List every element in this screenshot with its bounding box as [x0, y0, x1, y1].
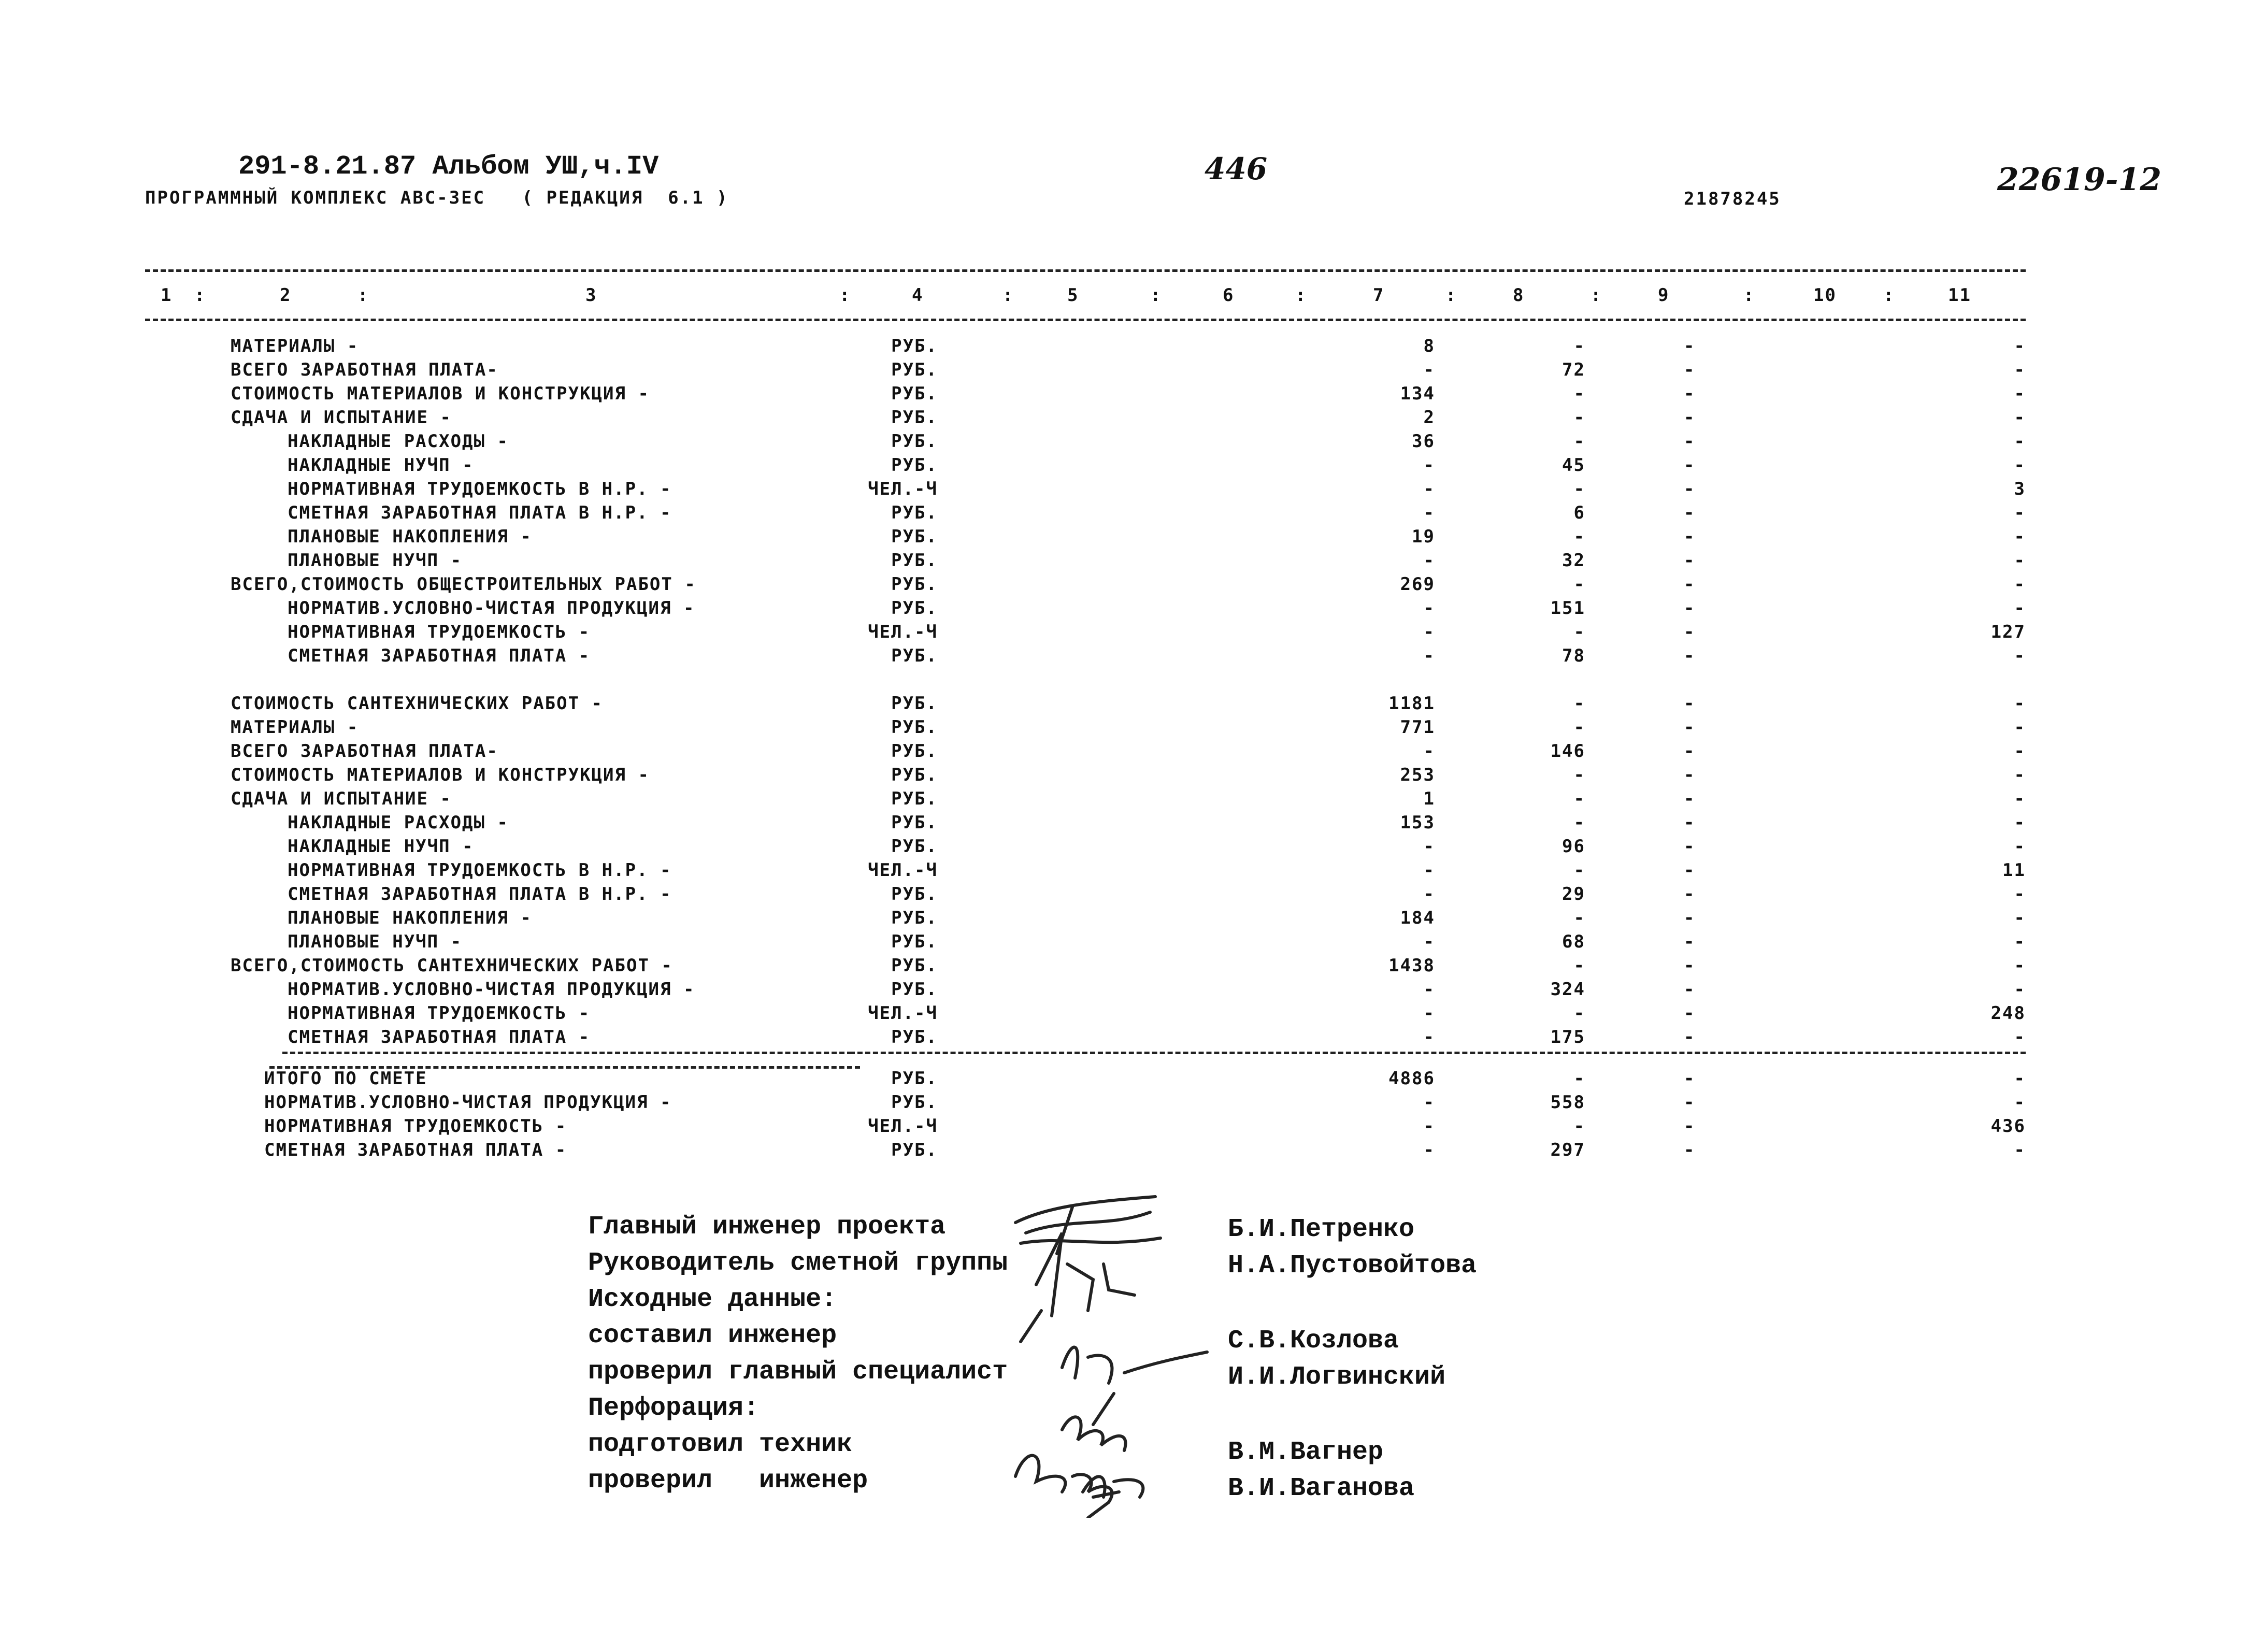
- row-col-9: -: [1684, 336, 1696, 356]
- row-col-11: -: [2014, 360, 2026, 380]
- row-description: ВСЕГО ЗАРАБОТНАЯ ПЛАТА-: [231, 741, 498, 762]
- row-col-7: -: [1423, 979, 1435, 1000]
- row-unit: РУБ.: [891, 931, 938, 952]
- table-row: [0, 836, 2264, 860]
- row-col-9: -: [1684, 526, 1696, 547]
- row-description: ПЛАНОВЫЕ НУЧП -: [288, 931, 463, 952]
- row-unit: РУБ.: [891, 502, 938, 523]
- row-col-11: -: [2014, 884, 2026, 904]
- row-unit: РУБ.: [891, 717, 938, 738]
- row-col-7: -: [1423, 1092, 1435, 1113]
- row-col-8: -: [1573, 788, 1585, 809]
- row-col-9: -: [1684, 717, 1696, 738]
- row-unit: ЧЕЛ.-Ч: [868, 1116, 938, 1137]
- row-col-9: -: [1684, 908, 1696, 928]
- row-description: ВСЕГО,СТОИМОСТЬ ОБЩЕСТРОИТЕЛЬНЫХ РАБОТ -: [231, 574, 696, 595]
- column-separator: :: [1590, 285, 1602, 306]
- table-row: [0, 383, 2264, 407]
- signatory-name: В.М.Вагнер: [1228, 1438, 1384, 1467]
- row-col-9: -: [1684, 1068, 1696, 1089]
- row-unit: РУБ.: [891, 336, 938, 356]
- row-col-9: -: [1684, 741, 1696, 762]
- row-unit: РУБ.: [891, 1027, 938, 1047]
- row-col-7: 1: [1423, 788, 1435, 809]
- row-col-11: -: [2014, 1092, 2026, 1113]
- signatory-name: Б.И.Петренко: [1228, 1215, 1415, 1244]
- row-col-8: 324: [1550, 979, 1585, 1000]
- column-separator: :: [1002, 285, 1014, 306]
- row-description: СМЕТНАЯ ЗАРАБОТНАЯ ПЛАТА В Н.Р. -: [288, 884, 672, 904]
- row-description: НОРМАТИВНАЯ ТРУДОЕМКОСТЬ -: [264, 1116, 567, 1137]
- row-col-8: 175: [1550, 1027, 1585, 1047]
- row-col-11: -: [2014, 979, 2026, 1000]
- row-col-7: -: [1423, 622, 1435, 642]
- column-number-1: 1: [161, 285, 173, 306]
- table-row: [0, 788, 2264, 812]
- row-col-11: 3: [2014, 479, 2026, 499]
- column-number-3: 3: [585, 285, 597, 306]
- row-col-8: 29: [1562, 884, 1585, 904]
- row-col-7: 36: [1412, 431, 1435, 452]
- row-unit: РУБ.: [891, 955, 938, 976]
- row-unit: РУБ.: [891, 1068, 938, 1089]
- row-col-11: 11: [2002, 860, 2026, 881]
- table-row: [0, 550, 2264, 574]
- row-col-11: -: [2014, 908, 2026, 928]
- row-description: СМЕТНАЯ ЗАРАБОТНАЯ ПЛАТА В Н.Р. -: [288, 502, 672, 523]
- row-col-8: 68: [1562, 931, 1585, 952]
- row-unit: РУБ.: [891, 836, 938, 857]
- row-description: СМЕТНАЯ ЗАРАБОТНАЯ ПЛАТА -: [264, 1140, 567, 1160]
- column-number-5: 5: [1067, 285, 1079, 306]
- row-col-11: -: [2014, 645, 2026, 666]
- row-col-9: -: [1684, 431, 1696, 452]
- row-col-8: -: [1573, 812, 1585, 833]
- signatory-name: С.В.Козлова: [1228, 1326, 1399, 1356]
- row-unit: РУБ.: [891, 455, 938, 476]
- row-unit: РУБ.: [891, 812, 938, 833]
- row-col-11: -: [2014, 455, 2026, 476]
- signature-label: проверил главный специалист: [588, 1357, 1008, 1387]
- row-col-8: 78: [1562, 645, 1585, 666]
- row-unit: РУБ.: [891, 788, 938, 809]
- row-col-11: -: [2014, 502, 2026, 523]
- table-row: [0, 598, 2264, 622]
- row-col-11: -: [2014, 550, 2026, 571]
- row-col-11: 248: [1990, 1003, 2026, 1024]
- album-title: 291-8.21.87 Альбом УШ,ч.IV: [238, 151, 659, 182]
- row-col-11: -: [2014, 383, 2026, 404]
- row-col-11: -: [2014, 598, 2026, 619]
- row-col-9: -: [1684, 788, 1696, 809]
- row-col-8: 96: [1562, 836, 1585, 857]
- row-col-9: -: [1684, 1116, 1696, 1137]
- row-description: МАТЕРИАЛЫ -: [231, 336, 359, 356]
- row-description: МАТЕРИАЛЫ -: [231, 717, 359, 738]
- table-row: [0, 502, 2264, 526]
- row-description: НОРМАТИВ.УСЛОВНО-ЧИСТАЯ ПРОДУКЦИЯ -: [264, 1092, 672, 1113]
- row-col-7: -: [1423, 550, 1435, 571]
- row-col-11: -: [2014, 812, 2026, 833]
- row-col-7: -: [1423, 1116, 1435, 1137]
- table-row: [0, 884, 2264, 908]
- row-description: НАКЛАДНЫЕ НУЧП -: [288, 455, 474, 476]
- table-row: [0, 717, 2264, 741]
- row-unit: РУБ.: [891, 908, 938, 928]
- table-row: [0, 931, 2264, 955]
- row-unit: РУБ.: [891, 1140, 938, 1160]
- table-row: [0, 741, 2264, 765]
- row-col-7: -: [1423, 479, 1435, 499]
- signature-label: Исходные данные:: [588, 1285, 837, 1314]
- row-col-8: 558: [1550, 1092, 1585, 1113]
- signature-label: Главный инженер проекта: [588, 1212, 946, 1242]
- table-row: [0, 1140, 2264, 1163]
- page-number: 446: [1205, 151, 1268, 186]
- table-row: [0, 1003, 2264, 1027]
- row-unit: РУБ.: [891, 526, 938, 547]
- table-row: [0, 908, 2264, 931]
- table-row: [0, 812, 2264, 836]
- row-unit: ЧЕЛ.-Ч: [868, 622, 938, 642]
- row-col-9: -: [1684, 1140, 1696, 1160]
- table-row: [0, 1027, 2264, 1051]
- row-col-8: -: [1573, 693, 1585, 714]
- row-col-9: -: [1684, 550, 1696, 571]
- row-col-7: 184: [1400, 908, 1435, 928]
- row-col-8: -: [1573, 574, 1585, 595]
- column-separator: :: [1295, 285, 1307, 306]
- row-col-9: -: [1684, 1003, 1696, 1024]
- row-unit: РУБ.: [891, 383, 938, 404]
- row-description: НАКЛАДНЫЕ РАСХОДЫ -: [288, 431, 509, 452]
- row-col-11: 436: [1990, 1116, 2026, 1137]
- table-row: [0, 622, 2264, 645]
- table-header-rule: [145, 319, 2026, 321]
- column-number-11: 11: [1948, 285, 1971, 306]
- row-col-9: -: [1684, 979, 1696, 1000]
- row-col-8: 146: [1550, 741, 1585, 762]
- row-description: НАКЛАДНЫЕ РАСХОДЫ -: [288, 812, 509, 833]
- column-number-8: 8: [1513, 285, 1525, 306]
- column-separator: :: [194, 285, 206, 306]
- table-row: [0, 979, 2264, 1003]
- row-col-7: -: [1423, 645, 1435, 666]
- row-col-8: -: [1573, 431, 1585, 452]
- column-number-2: 2: [280, 285, 292, 306]
- column-separator: :: [1150, 285, 1162, 306]
- row-col-7: -: [1423, 455, 1435, 476]
- row-description: СДАЧА И ИСПЫТАНИЕ -: [231, 407, 452, 428]
- row-col-7: 1181: [1388, 693, 1435, 714]
- row-col-8: 45: [1562, 455, 1585, 476]
- totals-rule: [850, 1052, 2026, 1054]
- row-col-8: -: [1573, 336, 1585, 356]
- row-col-11: -: [2014, 931, 2026, 952]
- row-col-8: -: [1573, 908, 1585, 928]
- row-col-9: -: [1684, 955, 1696, 976]
- row-description: ВСЕГО ЗАРАБОТНАЯ ПЛАТА-: [231, 360, 498, 380]
- row-col-9: -: [1684, 931, 1696, 952]
- row-description: СДАЧА И ИСПЫТАНИЕ -: [231, 788, 452, 809]
- row-col-9: -: [1684, 622, 1696, 642]
- row-col-11: -: [2014, 765, 2026, 785]
- row-col-8: -: [1573, 955, 1585, 976]
- row-col-9: -: [1684, 407, 1696, 428]
- row-description: НОРМАТИВ.УСЛОВНО-ЧИСТАЯ ПРОДУКЦИЯ -: [288, 979, 695, 1000]
- row-description: ВСЕГО,СТОИМОСТЬ САНТЕХНИЧЕСКИХ РАБОТ -: [231, 955, 673, 976]
- table-row: [0, 955, 2264, 979]
- row-col-11: -: [2014, 407, 2026, 428]
- signature-scribbles-lower: [995, 1414, 1150, 1518]
- row-description: ПЛАНОВЫЕ НАКОПЛЕНИЯ -: [288, 526, 532, 547]
- row-col-8: -: [1573, 479, 1585, 499]
- row-col-11: -: [2014, 741, 2026, 762]
- row-col-11: -: [2014, 1068, 2026, 1089]
- signatory-name: И.И.Логвинский: [1228, 1362, 1446, 1392]
- row-description: ИТОГО ПО СМЕТЕ: [264, 1068, 427, 1089]
- row-col-11: -: [2014, 336, 2026, 356]
- row-col-11: -: [2014, 1140, 2026, 1160]
- signature-label: подготовил техник: [588, 1430, 853, 1459]
- column-separator: :: [1883, 285, 1895, 306]
- column-separator: :: [1445, 285, 1457, 306]
- row-unit: РУБ.: [891, 407, 938, 428]
- row-col-7: 8: [1423, 336, 1435, 356]
- row-unit: РУБ.: [891, 598, 938, 619]
- signature-label: Перфорация:: [588, 1394, 760, 1423]
- row-col-11: -: [2014, 431, 2026, 452]
- row-description: СТОИМОСТЬ МАТЕРИАЛОВ И КОНСТРУКЦИЯ -: [231, 383, 650, 404]
- row-col-8: -: [1573, 717, 1585, 738]
- column-number-10: 10: [1813, 285, 1837, 306]
- table-row: [0, 336, 2264, 360]
- column-separator: :: [357, 285, 369, 306]
- column-separator: :: [839, 285, 851, 306]
- row-col-9: -: [1684, 455, 1696, 476]
- row-col-7: 253: [1400, 765, 1435, 785]
- row-col-7: -: [1423, 1140, 1435, 1160]
- document-code: 21878245: [1684, 189, 1781, 209]
- table-row: [0, 407, 2264, 431]
- table-row: [0, 526, 2264, 550]
- row-col-7: 2: [1423, 407, 1435, 428]
- signature-label: составил инженер: [588, 1321, 837, 1351]
- row-unit: РУБ.: [891, 979, 938, 1000]
- table-row: [0, 645, 2264, 669]
- row-unit: РУБ.: [891, 360, 938, 380]
- row-col-9: -: [1684, 383, 1696, 404]
- row-col-7: -: [1423, 1027, 1435, 1047]
- signature-label: проверил инженер: [588, 1466, 868, 1496]
- row-description: НОРМАТИВ.УСЛОВНО-ЧИСТАЯ ПРОДУКЦИЯ -: [288, 598, 695, 619]
- row-col-11: -: [2014, 574, 2026, 595]
- row-col-7: -: [1423, 884, 1435, 904]
- row-unit: РУБ.: [891, 431, 938, 452]
- row-col-9: -: [1684, 574, 1696, 595]
- table-row: [0, 455, 2264, 479]
- table-row: [0, 431, 2264, 455]
- row-col-11: -: [2014, 526, 2026, 547]
- row-description: НОРМАТИВНАЯ ТРУДОЕМКОСТЬ -: [288, 1003, 591, 1024]
- row-col-7: 1438: [1388, 955, 1435, 976]
- row-col-8: -: [1573, 407, 1585, 428]
- row-col-8: 32: [1562, 550, 1585, 571]
- table-row: [0, 1116, 2264, 1140]
- row-col-9: -: [1684, 812, 1696, 833]
- row-unit: РУБ.: [891, 574, 938, 595]
- row-description: СМЕТНАЯ ЗАРАБОТНАЯ ПЛАТА -: [288, 1027, 591, 1047]
- row-col-8: -: [1573, 622, 1585, 642]
- table-top-rule: [145, 269, 2026, 272]
- program-title: ПРОГРАММНЫЙ КОМПЛЕКС АВС-3ЕС ( РЕДАКЦИЯ 6.1 ): [145, 188, 729, 208]
- table-row: [0, 860, 2264, 884]
- row-col-7: -: [1423, 860, 1435, 881]
- row-col-8: -: [1573, 526, 1585, 547]
- table-row: [0, 479, 2264, 502]
- row-unit: ЧЕЛ.-Ч: [868, 1003, 938, 1024]
- table-row: [0, 1092, 2264, 1116]
- row-description: НОРМАТИВНАЯ ТРУДОЕМКОСТЬ В Н.Р. -: [288, 860, 672, 881]
- row-unit: РУБ.: [891, 645, 938, 666]
- row-col-9: -: [1684, 360, 1696, 380]
- row-col-7: -: [1423, 836, 1435, 857]
- subtotal-rule-short: [282, 1052, 852, 1054]
- column-separator: :: [1743, 285, 1755, 306]
- row-col-11: -: [2014, 1027, 2026, 1047]
- row-col-9: -: [1684, 765, 1696, 785]
- row-col-8: -: [1573, 1003, 1585, 1024]
- row-col-8: -: [1573, 765, 1585, 785]
- row-unit: РУБ.: [891, 1092, 938, 1113]
- row-col-8: -: [1573, 383, 1585, 404]
- row-description: ПЛАНОВЫЕ НАКОПЛЕНИЯ -: [288, 908, 532, 928]
- row-col-9: -: [1684, 502, 1696, 523]
- row-col-7: 19: [1412, 526, 1435, 547]
- row-col-11: -: [2014, 693, 2026, 714]
- row-col-7: -: [1423, 741, 1435, 762]
- row-description: НАКЛАДНЫЕ НУЧП -: [288, 836, 474, 857]
- row-unit: РУБ.: [891, 693, 938, 714]
- signature-label: Руководитель сметной группы: [588, 1248, 1008, 1278]
- row-unit: ЧЕЛ.-Ч: [868, 479, 938, 499]
- row-unit: РУБ.: [891, 741, 938, 762]
- table-row: [0, 765, 2264, 788]
- row-unit: РУБ.: [891, 550, 938, 571]
- row-col-11: -: [2014, 836, 2026, 857]
- row-unit: РУБ.: [891, 765, 938, 785]
- row-col-9: -: [1684, 479, 1696, 499]
- row-col-9: -: [1684, 598, 1696, 619]
- row-description: НОРМАТИВНАЯ ТРУДОЕМКОСТЬ -: [288, 622, 591, 642]
- column-number-6: 6: [1223, 285, 1235, 306]
- table-row: [0, 574, 2264, 598]
- row-col-7: 771: [1400, 717, 1435, 738]
- row-col-8: 6: [1573, 502, 1585, 523]
- row-col-7: -: [1423, 598, 1435, 619]
- row-col-11: -: [2014, 955, 2026, 976]
- row-col-9: -: [1684, 860, 1696, 881]
- row-col-8: 151: [1550, 598, 1585, 619]
- row-col-9: -: [1684, 836, 1696, 857]
- row-col-7: -: [1423, 931, 1435, 952]
- row-col-9: -: [1684, 884, 1696, 904]
- row-col-11: 127: [1990, 622, 2026, 642]
- row-col-9: -: [1684, 645, 1696, 666]
- table-row: [0, 1068, 2264, 1092]
- stamp-code: 22619-12: [1997, 162, 2162, 198]
- table-row: [0, 693, 2264, 717]
- row-col-7: -: [1423, 360, 1435, 380]
- row-col-7: -: [1423, 502, 1435, 523]
- column-number-9: 9: [1658, 285, 1670, 306]
- row-col-8: 297: [1550, 1140, 1585, 1160]
- row-description: НОРМАТИВНАЯ ТРУДОЕМКОСТЬ В Н.Р. -: [288, 479, 672, 499]
- row-col-9: -: [1684, 693, 1696, 714]
- row-col-8: -: [1573, 1116, 1585, 1137]
- row-description: СМЕТНАЯ ЗАРАБОТНАЯ ПЛАТА -: [288, 645, 591, 666]
- row-col-7: 4886: [1388, 1068, 1435, 1089]
- row-description: СТОИМОСТЬ МАТЕРИАЛОВ И КОНСТРУКЦИЯ -: [231, 765, 650, 785]
- row-col-9: -: [1684, 1092, 1696, 1113]
- column-number-7: 7: [1373, 285, 1385, 306]
- row-description: СТОИМОСТЬ САНТЕХНИЧЕСКИХ РАБОТ -: [231, 693, 604, 714]
- row-unit: РУБ.: [891, 884, 938, 904]
- signatory-name: В.И.Ваганова: [1228, 1474, 1415, 1503]
- row-description: ПЛАНОВЫЕ НУЧП -: [288, 550, 463, 571]
- row-col-8: -: [1573, 1068, 1585, 1089]
- row-col-7: 269: [1400, 574, 1435, 595]
- row-col-7: 134: [1400, 383, 1435, 404]
- row-col-8: 72: [1562, 360, 1585, 380]
- row-col-7: 153: [1400, 812, 1435, 833]
- table-row: [0, 360, 2264, 383]
- row-col-9: -: [1684, 1027, 1696, 1047]
- row-col-7: -: [1423, 1003, 1435, 1024]
- row-col-11: -: [2014, 717, 2026, 738]
- signatory-name: Н.А.Пустовойтова: [1228, 1251, 1477, 1281]
- row-col-8: -: [1573, 860, 1585, 881]
- column-number-row: [0, 285, 2264, 309]
- row-col-11: -: [2014, 788, 2026, 809]
- row-unit: ЧЕЛ.-Ч: [868, 860, 938, 881]
- column-number-4: 4: [912, 285, 924, 306]
